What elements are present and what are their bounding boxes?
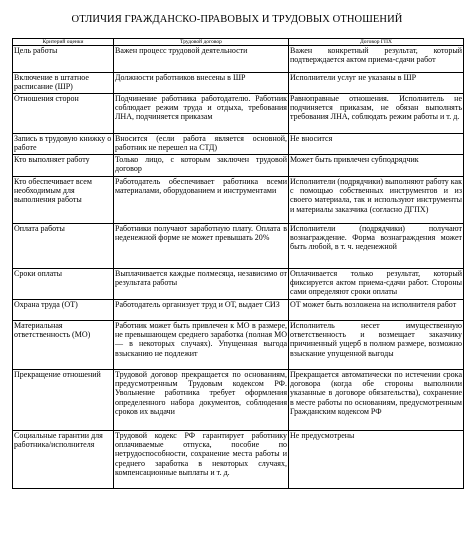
criterion-cell: Прекращение отношений <box>13 370 114 431</box>
table-row <box>13 94 464 134</box>
table-header-row <box>13 39 464 46</box>
criterion-cell: Цель работы <box>13 46 114 73</box>
civil-cell: Не вносится <box>289 134 464 155</box>
labor-cell: Работодатель организует труд и ОТ, выдает СИЗ <box>114 300 289 321</box>
header-labor-contract: Трудовой договор <box>114 39 289 46</box>
civil-cell: Исполнители (подрядчики) получают вознаграждение. Форма вознаграждения может быть любой, в т. ч. неденежной <box>289 224 464 269</box>
civil-cell: Исполнители услуг не указаны в ШР <box>289 73 464 94</box>
document-title: ОТЛИЧИЯ ГРАЖДАНСКО-ПРАВОВЫХ И ТРУДОВЫХ ОТНОШЕНИЙ <box>71 14 403 25</box>
labor-cell: Трудовой договор прекращается по основаниям, предусмотренным Трудовым кодексом РФ. Увольнение работника требует оформления определенного набора документов, соблюдения сроков их выдачи <box>114 370 289 431</box>
header-criterion: Критерий оценки <box>13 39 114 46</box>
labor-cell: Работник может быть привлечен к МО в размере, не превышающем среднего заработка (полная МО — в некоторых случаях). Упущенная выгода взысканию не подлежит <box>114 321 289 370</box>
civil-cell: Не предусмотрены <box>289 431 464 489</box>
civil-cell: Исполнитель несет имущественную ответственность и возмещает заказчику причиненный ущерб в полном размере, возможно взыскание упущенной выгоды <box>289 321 464 370</box>
labor-cell: Важен процесс трудовой деятельности <box>114 46 289 73</box>
civil-cell: Прекращается автоматически по истечении срока договора (когда обе стороны выполнили указанные в договоре обязательства), сохранение в месте работы по основаниям, предусмотренным Гражданским кодексом РФ <box>289 370 464 431</box>
table-row <box>13 321 464 370</box>
criterion-cell: Кто обеспечивает всем необходимым для выполнения работы <box>13 177 114 224</box>
table-row <box>13 134 464 155</box>
labor-cell: Работники получают заработную плату. Оплата в неденежной форме не может превышать 20% <box>114 224 289 269</box>
table-row <box>13 177 464 224</box>
table-row <box>13 370 464 431</box>
labor-cell: Работодатель обеспечивает работника всеми материалами, оборудованием и инструментами <box>114 177 289 224</box>
table-row <box>13 73 464 94</box>
labor-cell: Подчинение работника работодателю. Работник соблюдает режим труда и отдыха, требования ЛНА, подчиняется приказам <box>114 94 289 134</box>
civil-cell: ОТ может быть возложена на исполнителя работ <box>289 300 464 321</box>
labor-cell: Должности работников внесены в ШР <box>114 73 289 94</box>
table-row <box>13 224 464 269</box>
civil-cell: Исполнители (подрядчики) выполняют работу как с помощью собственных инструментов и из своего материала, так и используют инструменты и материалы заказчика (согласно ДГПХ) <box>289 177 464 224</box>
table-row <box>13 269 464 300</box>
criterion-cell: Кто выполняет работу <box>13 155 114 177</box>
table-row <box>13 300 464 321</box>
criterion-cell: Социальные гарантии для работника/исполнителя <box>13 431 114 489</box>
civil-cell: Оплачивается только результат, который фиксируется актом приема-сдачи работ. Стороны сами определяют сроки оплаты <box>289 269 464 300</box>
criterion-cell: Охрана труда (ОТ) <box>13 300 114 321</box>
table-row <box>13 46 464 73</box>
criterion-cell: Запись в трудовую книжку о работе <box>13 134 114 155</box>
labor-cell: Выплачивается каждые полмесяца, независимо от результата работы <box>114 269 289 300</box>
civil-cell: Равноправные отношения. Исполнитель не подчиняется приказам, не обязан выполнять требования ЛНА, соблюдать режим работы и т. д. <box>289 94 464 134</box>
comparison-table <box>12 38 464 489</box>
criterion-cell: Отношения сторон <box>13 94 114 134</box>
criterion-cell: Материальная ответственность (МО) <box>13 321 114 370</box>
labor-cell: Трудовой кодекс РФ гарантирует работнику оплачиваемые отпуска, пособие по нетрудоспособности, сохранение места работы и среднего заработка в некоторых случаях, компенсационные выплаты и т. д. <box>114 431 289 489</box>
header-civil-contract: Договор ГПХ <box>289 39 464 46</box>
labor-cell: Только лицо, с которым заключен трудовой договор <box>114 155 289 177</box>
table-row <box>13 155 464 177</box>
labor-cell: Вносится (если работа является основной, работник не перешел на СТД) <box>114 134 289 155</box>
criterion-cell: Сроки оплаты <box>13 269 114 300</box>
criterion-cell: Включение в штатное расписание (ШР) <box>13 73 114 94</box>
table-row <box>13 431 464 489</box>
criterion-cell: Оплата работы <box>13 224 114 269</box>
civil-cell: Важен конкретный результат, который подтверждается актом приема-сдачи работ <box>289 46 464 73</box>
civil-cell: Может быть привлечен субподрядчик <box>289 155 464 177</box>
